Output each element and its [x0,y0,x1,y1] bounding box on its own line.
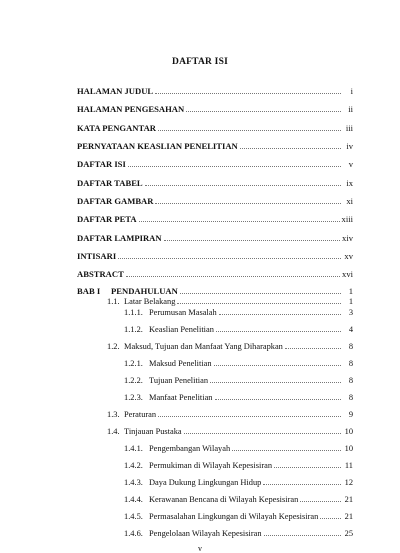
toc-entry-label: DAFTAR PETA [77,214,137,224]
leader-dots [164,240,340,241]
toc-entry-label: Tinjauan Pustaka [124,427,182,436]
toc-entry-label: DAFTAR LAMPIRAN [77,233,162,243]
toc-entry-label: DAFTAR GAMBAR [77,196,154,206]
toc-entry-label: ABSTRACT [77,269,124,279]
toc-entry-page: 12 [344,478,353,487]
toc-entry-section [107,410,353,423]
leader-dots [126,276,340,277]
toc-entry-number: 1.3. [107,410,120,419]
toc-entry-page: iv [346,141,353,151]
toc-entry-label: INTISARI [77,251,117,261]
toc-entry-label: DAFTAR TABEL [77,178,143,188]
leader-dots [186,111,341,112]
leader-dots [274,467,341,468]
leader-dots [300,501,341,502]
toc-entry-subsection [124,512,353,525]
leader-dots [264,535,341,536]
toc-entry-label: Pengelolaan Wilayah Kepesisiran [149,529,262,538]
toc-entry-section [107,427,353,440]
toc-entry-page: 21 [344,495,353,504]
toc-entry-label: Latar Belakang [124,297,176,306]
leader-dots [180,293,341,294]
toc-entry-label: Permasalahan Lingkungan di Wilayah Kepesisiran [149,512,319,521]
toc-entry-number: BAB I [77,286,101,296]
page-number: v [198,544,202,553]
leader-dots [118,258,341,259]
toc-entry-number: 1.2.3. [124,393,143,402]
leader-dots [139,221,340,222]
toc-entry-number: 1.1.1. [124,308,143,317]
toc-entry-label: PERNYATAAN KEASLIAN PENELITIAN [77,141,238,151]
toc-entry-label: Permukiman di Wilayah Kepesisiran [149,461,273,470]
toc-entry-page: 11 [344,461,353,470]
toc-entry-label: Manfaat Penelitian [149,393,213,402]
toc-entry-subsection [124,376,353,389]
toc-entry-label: Maksud Penelitian [149,359,212,368]
leader-dots [240,148,341,149]
toc-entry-subsection [124,529,353,542]
toc-entry-page: 8 [348,393,353,402]
leader-dots [216,331,341,332]
leader-dots [263,484,341,485]
toc-entry-page: 21 [344,512,353,521]
leader-dots [320,518,341,519]
leader-dots [184,433,341,434]
toc-entry-number: 1.4.1. [124,444,143,453]
toc-entry-page: v [348,159,353,169]
leader-dots [232,450,341,451]
toc-entry-page: 8 [348,342,353,351]
toc-entry-subsection [124,478,353,491]
toc-entry-label: DAFTAR ISI [77,159,126,169]
toc-entry [77,214,353,227]
toc-entry-page: xvi [342,269,353,279]
toc-entry-label: Perumusan Masalah [149,308,217,317]
toc-entry-subsection [124,495,353,508]
toc-entry-number: 1.1.2. [124,325,143,334]
toc-entry-subsection [124,359,353,372]
toc-entry-subsection [124,461,353,474]
toc-entry-subsection [124,308,353,321]
page-title: DAFTAR ISI [172,57,228,67]
toc-entry-label: Keaslian Penelitian [149,325,214,334]
leader-dots [215,399,342,400]
leader-dots [128,166,341,167]
toc-entry-label: HALAMAN PENGESAHAN [77,104,185,114]
leader-dots [285,348,341,349]
toc-entry-subsection [124,325,353,338]
toc-entry-label: KATA PENGANTAR [77,123,157,133]
toc-entry-number: 1.4.2. [124,461,143,470]
toc-entry [77,233,353,246]
toc-entry-label: Daya Dukung Lingkungan Hidup [149,478,262,487]
toc-entry-number: 1.2.2. [124,376,143,385]
toc-entry-section [107,342,353,355]
leader-dots [145,185,341,186]
toc-entry [77,251,353,264]
toc-entry-number: 1.4.5. [124,512,143,521]
toc-entry-number: 1.4.6. [124,529,143,538]
toc-entry-number: 1.4. [107,427,120,436]
toc-entry-subsection [124,444,353,457]
toc-entry-number: 1.2. [107,342,120,351]
toc-entry-page: 10 [344,427,353,436]
toc-entry-page: i [350,86,353,96]
toc-entry-page: xi [346,196,353,206]
toc-entry-number: 1.1. [107,297,120,306]
leader-dots [158,416,341,417]
toc-entry-number: 1.2.1. [124,359,143,368]
leader-dots [210,382,341,383]
toc-entry-page: 1 [348,297,353,306]
toc-entry-page: iii [345,123,353,133]
toc-entry-page: 25 [344,529,353,538]
toc-entry-label: Tujuan Penelitian [149,376,209,385]
toc-entry-page: 8 [348,376,353,385]
toc-entry-page: 3 [348,308,353,317]
leader-dots [158,130,341,131]
toc-entry-label: HALAMAN JUDUL [77,86,154,96]
toc-entry-page: ix [346,178,353,188]
toc-entry-page: 8 [348,359,353,368]
toc-entry-page: 10 [344,444,353,453]
toc-entry-label: Pengembangan Wilayah [149,444,231,453]
toc-entry-label: Maksud, Tujuan dan Manfaat Yang Diharapkan [124,342,283,351]
toc-entry [77,104,353,117]
leader-dots [155,203,341,204]
toc-entry-page: 1 [348,286,353,296]
toc-entry-label: Kerawanan Bencana di Wilayah Kepesisiran [149,495,299,504]
toc-entry-page: xiv [342,233,353,243]
toc-entry [77,86,353,99]
toc-entry-subsection [124,393,353,406]
toc-entry [77,159,353,172]
toc-entry-label: Peraturan [124,410,157,419]
leader-dots [214,365,341,366]
toc-entry-page: 4 [348,325,353,334]
toc-entry-page: 9 [348,410,353,419]
leader-dots [219,314,341,315]
toc-entry [77,178,353,191]
toc-entry [77,269,353,282]
toc-entry [77,196,353,209]
toc-entry-page: xv [344,251,353,261]
toc-entry-number: 1.4.4. [124,495,143,504]
leader-dots [155,93,341,94]
toc-entry-number: 1.4.3. [124,478,143,487]
toc-entry-label: PENDAHULUAN [111,286,178,296]
toc-entry [77,123,353,136]
leader-dots [177,303,341,304]
toc-entry-page: ii [348,104,353,114]
toc-entry [77,141,353,154]
toc-entry-page: xiii [341,214,353,224]
